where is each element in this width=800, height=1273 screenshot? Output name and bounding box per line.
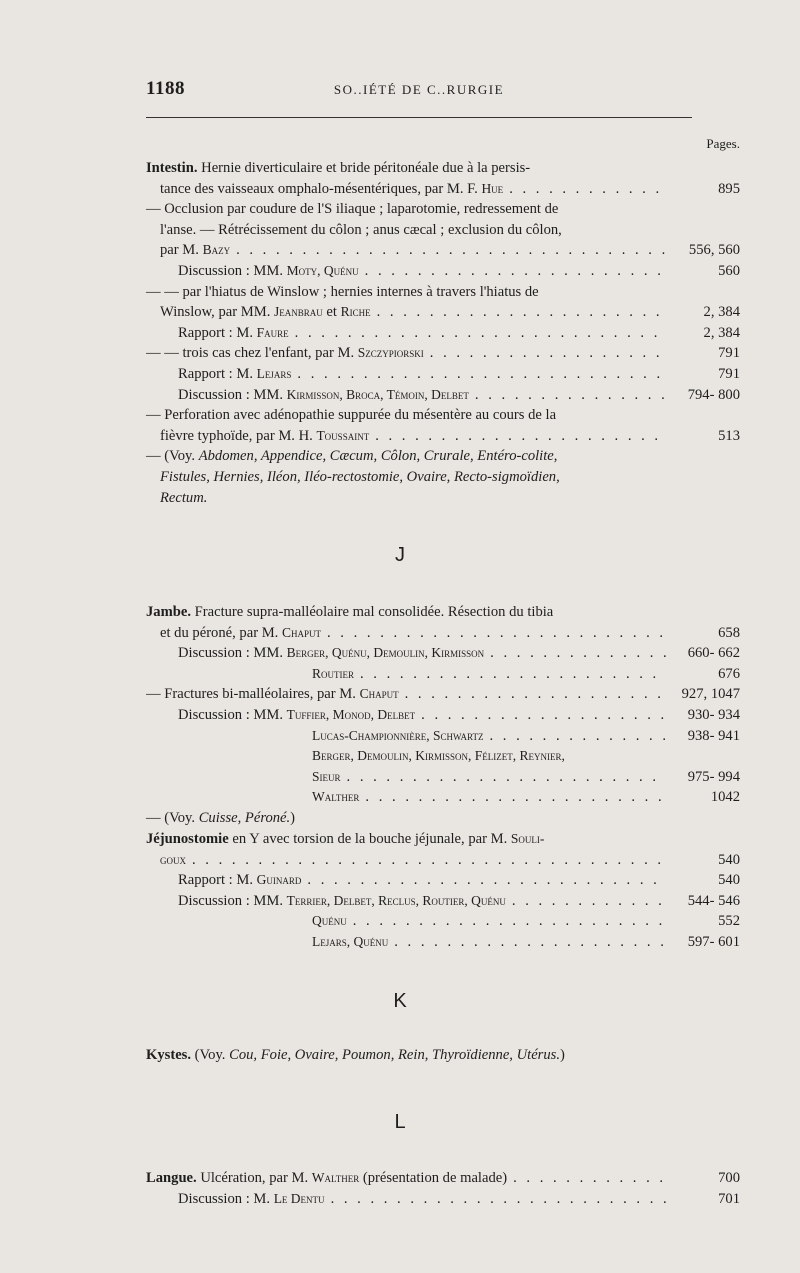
cross-reference: Rectum.	[160, 489, 208, 506]
entry-line	[146, 870, 740, 891]
entry-text: tance des vaisseaux omphalo-mésentériques, par M. F.	[160, 180, 482, 197]
entry-line	[146, 664, 740, 685]
author-name: Terrier, Delbet, Reclus, Routier, Quénu	[286, 892, 506, 908]
entry-jambe	[146, 602, 740, 829]
entry-text: (Voy.	[191, 1047, 230, 1063]
entry-heading: Intestin.	[146, 160, 198, 176]
author-name: Lejars	[256, 365, 292, 381]
author-name: Berger, Quénu, Demoulin, Kirmisson	[286, 645, 485, 661]
running-title: SO..IÉTÉ DE C..RURGIE	[333, 82, 505, 97]
entry-line	[146, 1045, 740, 1066]
entry-text: par M.	[160, 242, 203, 259]
author-name: Faure	[256, 324, 289, 340]
entry-line	[146, 808, 740, 829]
page-ref: 1042	[710, 789, 740, 806]
page-ref: 791	[718, 345, 740, 362]
author-name: Hue	[481, 180, 504, 196]
entry-line: — Perforation avec adénopathie suppurée du mésentère au cours de la	[146, 407, 557, 424]
page-ref: 540	[718, 872, 740, 889]
author-name: Sieur	[312, 768, 341, 784]
page-ref: 975- 994	[687, 768, 740, 785]
page-ref: 794- 800	[687, 386, 740, 403]
entry-heading: Kystes.	[146, 1047, 191, 1063]
author-name: Berger, Demoulin, Kirmisson, Félizet, Reynier,	[312, 748, 565, 764]
entry-line	[146, 726, 740, 747]
entry-jejunostomie	[146, 829, 740, 953]
entry-line	[146, 426, 740, 447]
cross-reference: Cuisse, Péroné.	[198, 809, 291, 826]
page-ref: 791	[718, 365, 740, 382]
entry-text: Rapport : M.	[178, 365, 257, 382]
entry-text: en Y avec torsion de la bouche jéjunale, par M.	[228, 831, 511, 847]
page-ref: 544- 546	[687, 892, 740, 909]
page-number: 1188	[146, 78, 185, 99]
entry-text: Fracture supra-malléolaire mal consolidée. Résection du tibia	[191, 604, 554, 620]
entry-line	[146, 891, 740, 912]
entry-line	[146, 684, 740, 705]
entry-text: — (Voy.	[146, 448, 199, 465]
page-ref: 930- 934	[687, 706, 740, 723]
header-rule	[146, 117, 692, 118]
entry-heading: Langue.	[146, 1170, 197, 1186]
author-name: Lucas-Championnière, Schwartz	[312, 727, 484, 743]
page-ref: 676	[718, 665, 740, 682]
author-name: Routier	[312, 665, 354, 681]
page-ref: 700	[718, 1170, 740, 1186]
author-name: Le Dentu	[273, 1190, 325, 1206]
entry-line	[146, 623, 740, 644]
author-name: Chaput	[281, 624, 321, 640]
running-head	[146, 78, 692, 100]
entry-text: )	[559, 1047, 565, 1063]
entry-line	[146, 446, 740, 467]
page-ref: 556, 560	[688, 242, 740, 259]
entry-text: )	[290, 809, 296, 826]
author-name: Walther	[311, 1170, 360, 1185]
entry-line	[146, 829, 740, 850]
author-name: Szczypiorski	[357, 345, 424, 361]
page-ref: 540	[718, 851, 740, 868]
cross-reference: Abdomen, Appendice, Cæcum, Côlon, Crurale, Entéro-colite,	[198, 448, 558, 465]
entry-text: et du péroné, par M.	[160, 624, 282, 641]
entry-text: Discussion : MM.	[178, 386, 287, 403]
author-name: Souli-	[510, 831, 545, 846]
author-name: Riche	[340, 304, 371, 320]
author-name: Kirmisson, Broca, Témoin, Delbet	[286, 386, 469, 402]
entry-line	[146, 158, 740, 179]
author-name: Quénu	[312, 913, 347, 929]
entry-text: Rapport : M.	[178, 324, 257, 341]
entry-line	[146, 364, 740, 385]
entry-line	[146, 767, 740, 788]
entry-text: — — trois cas chez l'enfant, par M.	[146, 345, 358, 362]
entry-line	[146, 850, 740, 871]
page-ref: 2, 384	[703, 304, 740, 321]
page-ref: 597- 601	[687, 933, 740, 950]
author-name: Chaput	[359, 686, 399, 702]
author-name: Bazy	[202, 242, 231, 258]
page-ref: 895	[718, 180, 740, 197]
entry-heading: Jambe.	[146, 604, 191, 620]
section-letter-k: K	[393, 990, 407, 1012]
page-ref: 701	[718, 1190, 740, 1207]
entry-line	[146, 385, 740, 406]
entry-line	[146, 1168, 740, 1189]
cross-reference: Cou, Foie, Ovaire, Poumon, Rein, Thyroïdienne, Utérus.	[229, 1047, 560, 1063]
entry-kystes	[146, 1045, 740, 1066]
entry-line	[146, 302, 740, 323]
section-letter-j: J	[395, 544, 405, 566]
entry-text: fièvre typhoïde, par M. H.	[160, 427, 317, 444]
entry-line	[146, 343, 740, 364]
section-letter-l: L	[394, 1111, 406, 1133]
entry-text: — (Voy.	[146, 809, 199, 826]
pages-column-label: Pages.	[706, 136, 740, 151]
entry-line	[146, 261, 740, 282]
entry-text: (présentation de malade)	[359, 1170, 508, 1186]
entry-line	[146, 643, 740, 664]
author-name: Toussaint	[316, 427, 370, 443]
entry-line: l'anse. — Rétrécissement du côlon ; anus cæcal ; exclusion du côlon,	[160, 221, 562, 238]
author-name: Walther	[312, 789, 360, 805]
entry-text: Hernie diverticulaire et bride péritonéale due à la persis-	[197, 160, 531, 176]
entry-text: Winslow, par MM.	[160, 304, 274, 321]
entry-text: Discussion : MM.	[178, 645, 287, 662]
page-ref: 660- 662	[687, 645, 740, 662]
entry-langue	[146, 1168, 740, 1209]
author-name: Guinard	[256, 872, 302, 888]
entry-line	[146, 602, 740, 623]
entry-text: Ulcération, par M.	[196, 1170, 312, 1186]
entry-text: Discussion : MM.	[178, 262, 287, 279]
author-name: goux	[160, 851, 186, 867]
entry-line	[146, 1189, 740, 1210]
page-ref: 658	[718, 624, 740, 641]
entry-line: — — par l'hiatus de Winslow ; hernies internes à travers l'hiatus de	[146, 283, 539, 300]
entry-line	[146, 240, 740, 261]
entry-text: Discussion : MM.	[178, 706, 287, 723]
author-name: Jeanbrau	[274, 304, 323, 320]
entry-text: Discussion : M.	[178, 1190, 274, 1207]
entry-heading: Jéjunostomie	[146, 831, 229, 847]
page-ref: 552	[718, 913, 740, 930]
author-name: Tuffier, Monod, Delbet	[286, 706, 416, 722]
entry-line	[146, 746, 740, 767]
page-ref: 513	[718, 427, 740, 444]
entry-line	[146, 179, 740, 200]
cross-reference: Fistules, Hernies, Iléon, Iléo-rectostomie, Ovaire, Recto-sigmoïdien,	[160, 468, 560, 485]
entry-intestin	[146, 158, 740, 508]
author-name: Moty, Quénu	[286, 262, 359, 278]
entry-text: Discussion : MM.	[178, 892, 287, 909]
page-ref: 560	[718, 262, 740, 279]
entry-line	[146, 323, 740, 344]
entry-line	[146, 787, 740, 808]
entry-text: Rapport : M.	[178, 872, 257, 889]
entry-text: — Fractures bi-malléolaires, par M.	[146, 686, 360, 703]
page-ref: 938- 941	[687, 727, 740, 744]
entry-line: — Occlusion par coudure de l'S iliaque ; laparotomie, redressement de	[146, 201, 559, 218]
page-ref: 2, 384	[703, 324, 740, 341]
page-ref: 927, 1047	[681, 686, 740, 703]
entry-line	[146, 911, 740, 932]
entry-line	[146, 932, 740, 953]
author-name: Lejars, Quénu	[312, 933, 389, 949]
entry-text: et	[322, 304, 341, 321]
entry-line	[146, 705, 740, 726]
